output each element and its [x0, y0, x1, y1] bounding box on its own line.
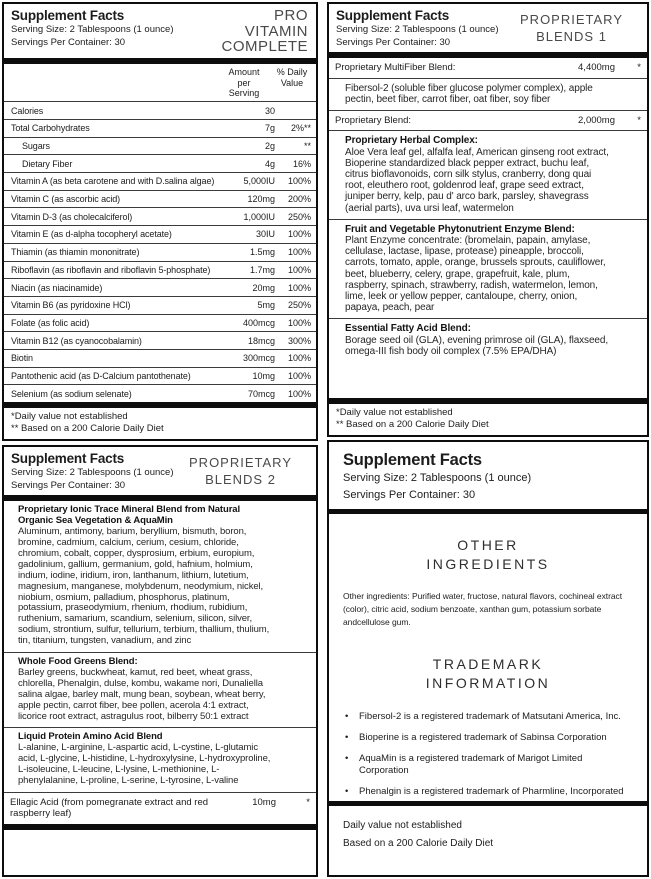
nutrient-label: Vitamin B6 (as pyridoxine HCl) — [11, 300, 131, 311]
trademark-text: Bioperine is a registered trademark of Sabinsa Corporation — [359, 731, 607, 743]
other-ingredients-text: Other ingredients: Purified water, fructose, natural flavors, cochineal extract (color), citric acid, sodium benzoate, xanthan gum, potassium sorbate andcellulose gum. — [343, 590, 623, 628]
nutrient-label: Dietary Fiber — [22, 158, 73, 169]
nutrient-row — [4, 154, 316, 172]
nutrient-dv: 100% — [287, 317, 311, 328]
nutrient-amount: 30 — [264, 105, 275, 116]
blend-label: Proprietary MultiFiber Blend: — [335, 62, 456, 74]
header-text-block — [336, 8, 498, 49]
nutrient-row — [4, 172, 316, 190]
blend-section — [329, 130, 647, 218]
serving-size: Serving Size: 2 Tablespoons (1 ounce) — [336, 24, 499, 36]
nutrient-dv: 250% — [287, 300, 311, 311]
ellagic-acid-row — [4, 792, 316, 824]
nutrient-row — [4, 137, 316, 155]
column-headers — [4, 64, 316, 101]
blend-section — [4, 727, 316, 792]
nutrient-label: Total Carbohydrates — [11, 123, 90, 134]
servings-per-container: Servings Per Container: 30 — [343, 488, 476, 501]
nutrient-amount: 4g — [264, 158, 275, 169]
header-text-block — [11, 451, 173, 492]
blend-heading: Essential Fatty Acid Blend: — [345, 323, 471, 335]
nutrient-label: Niacin (as niacinamide) — [11, 282, 103, 293]
nutrient-amount: 10mg — [252, 371, 275, 382]
nutrient-label: Vitamin C (as ascorbic acid) — [11, 194, 121, 205]
trademark-item — [343, 711, 633, 723]
bullet-icon: • — [345, 752, 349, 764]
servings-per-container: Servings Per Container: 30 — [11, 36, 126, 48]
blend-ingredients: Aloe Vera leaf gel, alfalfa leaf, American ginseng root extract, Bioperine standardized black pepper extract, buchu leaf, citrus bioflavonoids, corn silk stylus, cranberry, dong quai root, eleuthero root, goldenrod leaf, grape seed extract, juniper berry, kelp, pau d' arco bark, parsley, shavegrass (aerial parts), uva ursi leaf, watermelon — [345, 146, 609, 214]
trademark-information-heading — [343, 655, 633, 693]
nutrient-amount: 2g — [264, 140, 275, 151]
nutrient-dv: 100% — [287, 247, 311, 258]
panel-proprietary-blends-1 — [327, 2, 649, 437]
other-ingredients-heading-line: OTHER — [457, 537, 519, 553]
nutrient-dv: * — [306, 797, 310, 808]
trademark-text: Fibersol-2 is a registered trademark of Matsutani America, Inc. — [359, 711, 621, 723]
nutrient-amount: 300mcg — [242, 353, 275, 364]
footnote-line: Daily value not established — [343, 820, 462, 831]
blend-ingredients: Aluminum, antimony, barium, beryllium, bismuth, boron, bromine, cadmium, calcium, cerium, cesium, chloride, chromium, cobalt, copper, dysprosium, erbium, europium, gadolinium, gallium, germanium, gold, hafnium, holmium, indium, iodine, iridium, iron, lanthanum, lithium, lutetium, magnesium, manganese, molybdenum, neodymium, nickel, niobium, osmium, palladium, phosphorus, platinum, potassium, praseodymium, rhenium, rhodium, rubidium, ruthenium, samarium, scandium, selenium, silicon, silver, sodium, strontium, sulfur, tellurium, terbium, thallium, thulium, tin, titanium, tungsten, vanadium, and zinc — [18, 526, 270, 647]
supplement-facts-title: Supplement Facts — [336, 8, 450, 23]
blend-dv: * — [637, 115, 641, 127]
nutrient-amount: 400mcg — [242, 317, 275, 328]
nutrient-row — [4, 261, 316, 279]
subtitle-line: BLENDS 1 — [536, 28, 607, 44]
nutrient-row — [4, 278, 316, 296]
panel-header — [329, 442, 647, 509]
nutrient-label: Calories — [11, 105, 44, 116]
footnote-line: Based on a 200 Calorie Daily Diet — [343, 837, 494, 849]
nutrient-dv: 100% — [287, 388, 311, 399]
blend-ingredients: Barley greens, buckwheat, kamut, red beet, wheat grass, chlorella, Phenalgin, dulse, kombu, wakame nori, Dunaliella salina algae, barley malt, mung bean, soybean, wheat berry, apple pectin, carrot fiber, bee pollen, acerola 4:1 extract, licorice root extract, astragulus root, bilberry 50:1 extract — [18, 666, 266, 722]
nutrient-table — [4, 101, 316, 402]
subtitle-line: PROPRIETARY — [189, 454, 292, 470]
blend-ingredients: Borage seed oil (GLA), evening primrose oil (GLA), flaxseed, omega-III fish body oil complex (7.5% EPA/DHA) — [345, 334, 609, 357]
supplement-facts-title: Supplement Facts — [11, 451, 125, 466]
nutrient-dv: 2%** — [290, 123, 311, 134]
blend-section — [329, 219, 647, 319]
nutrient-amount: 5mg — [257, 300, 275, 311]
footnote-line: *Daily value not established — [11, 411, 128, 423]
nutrient-amount: 7g — [264, 123, 275, 134]
nutrient-amount: 20mg — [252, 282, 275, 293]
trademark-heading-line: TRADEMARK — [432, 656, 544, 673]
panel-subtitle — [520, 12, 639, 46]
nutrient-amount: 1.7mg — [249, 264, 275, 275]
amount-per-serving-header: Amount per Serving — [228, 66, 260, 99]
blend-row — [329, 110, 647, 130]
blend-heading: Proprietary Ionic Trace Mineral Blend from Natural Organic Sea Vegetation & AquaMin — [18, 504, 241, 527]
nutrient-dv: 250% — [287, 211, 311, 222]
nutrient-dv: 100% — [287, 264, 311, 275]
nutrient-label: Sugars — [22, 140, 50, 151]
trademark-list — [343, 711, 633, 797]
nutrient-dv: 100% — [287, 371, 311, 382]
other-ingredients-heading-line: INGREDIENTS — [426, 555, 550, 572]
footnotes — [4, 408, 316, 439]
nutrient-amount: 10mg — [252, 797, 276, 808]
blend-ingredients: Plant Enzyme concentrate: (bromelain, papain, amylase, cellulase, lactase, lipase, protease) pineapple, broccoli, carrots, tomato, apple, orange, brussels sprouts, cauliflower, beet, blueberry, celery, grape, grapefruit, kale, plum, raspberry, spinach, strawberry, radish, watermelon, lemon, lime, leek or yellow pepper, cantaloupe, cherry, onion, papaya, peach, pear — [345, 235, 606, 314]
trademark-item — [343, 753, 633, 777]
nutrient-label: Ellagic Acid (from pomegranate extract and red raspberry leaf) — [10, 797, 209, 820]
blend-section — [4, 652, 316, 727]
nutrient-label: Folate (as folic acid) — [11, 317, 90, 328]
nutrient-dv: 100% — [287, 353, 311, 364]
panel-header — [4, 4, 316, 58]
empty-footnote-box — [4, 830, 316, 875]
nutrient-amount: 18mcg — [247, 335, 275, 346]
blend-label: Proprietary Blend: — [335, 115, 412, 127]
blend-heading: Liquid Protein Amino Acid Blend — [18, 731, 163, 743]
nutrient-dv: 100% — [287, 229, 311, 240]
nutrient-row — [4, 190, 316, 208]
subtitle-line: PROPRIETARY — [520, 11, 623, 27]
nutrient-label: Pantothenic acid (as D-Calcium pantothenate) — [11, 371, 191, 382]
product-name — [221, 8, 308, 55]
blend-sections — [4, 501, 316, 792]
trademark-item — [343, 786, 633, 798]
nutrient-label: Riboflavin (as riboflavin and riboflavin 5-phosphate) — [11, 264, 211, 275]
nutrient-label: Selenium (as sodium selenate) — [11, 388, 132, 399]
panel-proprietary-blends-2 — [2, 445, 318, 877]
brand-line: PRO — [273, 7, 308, 24]
panel-pro-vitamin-complete — [2, 2, 318, 441]
nutrient-label: Vitamin B12 (as cyanocobalamin) — [11, 335, 142, 346]
panel-subtitle — [189, 455, 308, 489]
bullet-icon: • — [345, 711, 349, 723]
header-text-block — [11, 8, 173, 55]
nutrient-amount: 120mg — [247, 194, 275, 205]
nutrient-row — [4, 367, 316, 385]
nutrient-row — [4, 349, 316, 367]
nutrient-dv: 100% — [287, 282, 311, 293]
nutrient-dv: 300% — [287, 335, 311, 346]
blend-section — [329, 318, 647, 362]
nutrient-row — [4, 225, 316, 243]
bullet-icon: • — [345, 785, 349, 797]
blend-dv: * — [637, 62, 641, 74]
nutrient-label: Vitamin A (as beta carotene and with D.salina algae) — [11, 176, 215, 187]
brand-line: COMPLETE — [221, 38, 308, 56]
other-ingredients-heading — [343, 536, 633, 574]
nutrient-row — [4, 207, 316, 225]
bullet-icon: • — [345, 731, 349, 743]
supplement-facts-title: Supplement Facts — [343, 451, 482, 469]
trademark-text: AquaMin is a registered trademark of Marigot Limited Corporation — [359, 752, 583, 776]
footnotes — [329, 806, 647, 875]
nutrient-dv: 16% — [292, 158, 311, 169]
nutrient-label: Vitamin E (as d-alpha tocopheryl acetate) — [11, 229, 172, 240]
nutrient-label: Thiamin (as thiamin mononitrate) — [11, 247, 140, 258]
nutrient-dv: 100% — [287, 176, 311, 187]
nutrient-row — [4, 119, 316, 137]
trademark-heading-line: INFORMATION — [425, 675, 551, 692]
supplement-facts-title: Supplement Facts — [11, 8, 125, 23]
footnote-line: ** Based on a 200 Calorie Daily Diet — [336, 419, 489, 431]
panel-header — [329, 4, 647, 52]
nutrient-row — [4, 101, 316, 119]
nutrient-amount: 5,000IU — [243, 176, 275, 187]
servings-per-container: Servings Per Container: 30 — [336, 36, 451, 48]
footnote-line: ** Based on a 200 Calorie Daily Diet — [11, 423, 164, 435]
nutrient-amount: 30IU — [255, 229, 275, 240]
daily-value-header: % Daily Value — [276, 66, 308, 88]
panel-header — [4, 447, 316, 495]
panel-other-information — [327, 440, 649, 877]
blend-amount: 4,400mg — [578, 62, 615, 74]
nutrient-row — [4, 296, 316, 314]
servings-per-container: Servings Per Container: 30 — [11, 479, 126, 491]
blend-sub-ingredients: Fibersol-2 (soluble fiber glucose polymer complex), apple pectin, beet fiber, carrot fiber, oat fiber, soy fiber — [329, 78, 647, 110]
footnotes — [329, 404, 647, 435]
nutrient-amount: 1.5mg — [249, 247, 275, 258]
serving-size: Serving Size: 2 Tablespoons (1 ounce) — [11, 467, 174, 479]
nutrient-row — [4, 243, 316, 261]
nutrient-row — [4, 384, 316, 402]
blend-heading: Fruit and Vegetable Phytonutrient Enzyme Blend: — [345, 223, 575, 235]
blend-heading: Proprietary Herbal Complex: — [345, 135, 478, 147]
serving-size: Serving Size: 2 Tablespoons (1 ounce) — [343, 472, 532, 484]
nutrient-dv: 200% — [287, 194, 311, 205]
blend-ingredients: L-alanine, L-arginine, L-aspartic acid, L-cystine, L-glutamic acid, L-glycine, L-histidine, L-hydroxylysine, L-hydroxyproline, L-isoleucine, L-leucine, L-lysine, L-methionine, L-phenylalanine, L-proline, L-serine, L-tyrosine, L-valine — [18, 742, 271, 787]
brand-line: VITAMIN — [244, 22, 308, 40]
blend-row — [329, 58, 647, 77]
nutrient-amount: 1,000IU — [243, 211, 275, 222]
other-information-content — [329, 514, 647, 801]
blend-sections — [329, 58, 647, 398]
subtitle-line: BLENDS 2 — [205, 471, 276, 487]
trademark-text: Phenalgin is a registered trademark of Pharmline, Incorporated — [359, 785, 624, 797]
nutrient-amount: 70mcg — [247, 388, 275, 399]
trademark-item — [343, 732, 633, 744]
blend-amount: 2,000mg — [578, 115, 615, 127]
nutrient-label: Vitamin D-3 (as cholecalciferol) — [11, 211, 133, 222]
blend-section — [4, 501, 316, 652]
nutrient-dv: ** — [303, 140, 311, 151]
blend-heading: Whole Food Greens Blend: — [18, 656, 138, 668]
serving-size: Serving Size: 2 Tablespoons (1 ounce) — [11, 24, 174, 36]
nutrient-label: Biotin — [11, 353, 33, 364]
nutrient-row — [4, 331, 316, 349]
footnote-line: *Daily value not established — [336, 407, 453, 419]
nutrient-row — [4, 314, 316, 332]
